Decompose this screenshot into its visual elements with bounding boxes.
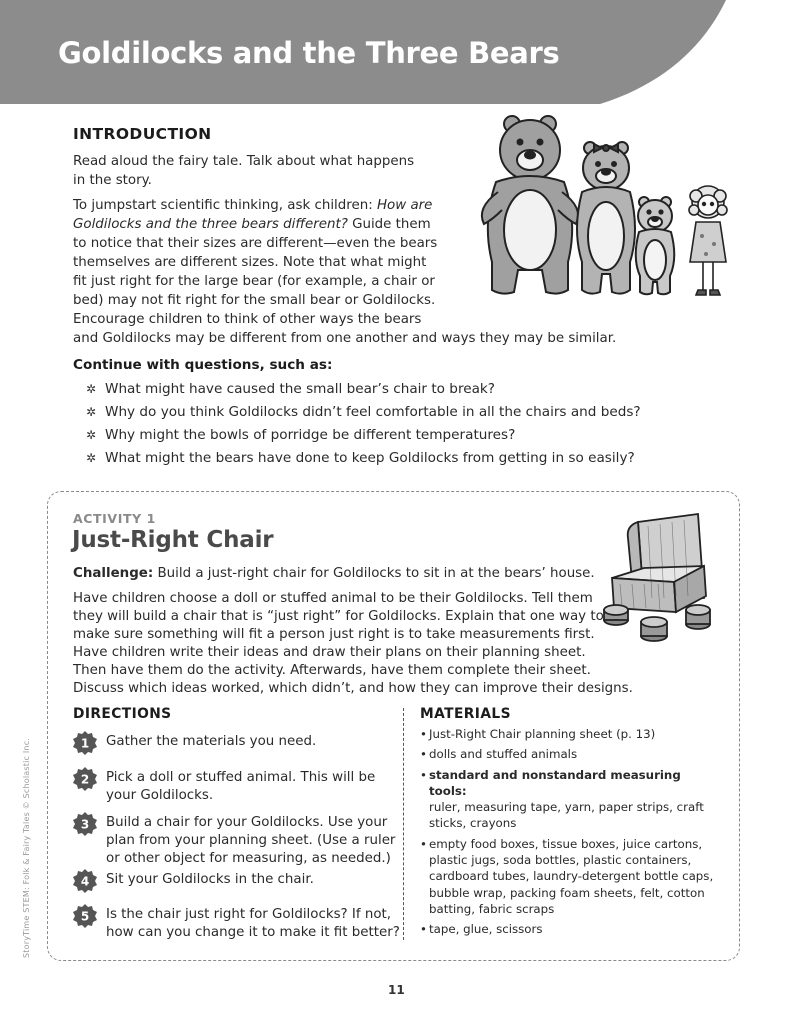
- activity-line: they will build a chair that is “just right” for Goldilocks. Explain that one way to: [73, 609, 604, 624]
- challenge-text: Challenge: Build a just-right chair for Goldilocks to sit in at the bears’ house.: [73, 566, 595, 581]
- page-number: 11: [388, 983, 405, 997]
- list-item: ✲ Why might the bowls of porridge be different temperatures?: [86, 427, 516, 443]
- gear-bullet-icon: ✲: [86, 451, 97, 465]
- three-bears-and-goldilocks-illustration: [462, 112, 742, 302]
- activity-description: [73, 590, 633, 698]
- gear-bullet-icon: ✲: [86, 405, 97, 419]
- activity-line: Discuss which ideas worked, which didn’t, and how they can improve their designs.: [73, 681, 633, 696]
- step-text: Build a chair for your Goldilocks. Use your plan from your planning sheet. (Use a ruler or other object for measuring, as needed.): [106, 815, 396, 866]
- step-text: Is the chair just right for Goldilocks? If not, how can you change it to make it fit better?: [106, 907, 400, 940]
- cardboard-chair-illustration: [598, 512, 722, 646]
- list-item: • tape, glue, scissors: [420, 921, 720, 937]
- activity-line: make sure something will fit a person just right is to take measurements first.: [73, 627, 595, 642]
- intro-p2-line: bed) may not fit right for the small bear or Goldilocks.: [73, 293, 436, 308]
- gear-bullet-icon: ✲: [86, 382, 97, 396]
- activity-title: Just-Right Chair: [72, 527, 274, 553]
- svg-text:3: 3: [80, 817, 90, 832]
- intro-p2-line: Encourage children to think of other ways the bears: [73, 312, 422, 327]
- challenge-label: Challenge:: [73, 566, 154, 581]
- baby-bear-icon: [636, 197, 675, 294]
- intro-p2-line: To jumpstart scientific thinking, ask children: How are: [73, 198, 433, 213]
- step-text: Sit your Goldilocks in the chair.: [106, 872, 314, 887]
- list-item: ✲ What might have caused the small bear’s chair to break?: [86, 381, 496, 397]
- intro-p2-line: themselves are different sizes. Note that what might: [73, 255, 427, 270]
- materials-heading: MATERIALS: [420, 706, 511, 722]
- materials-list: [420, 726, 720, 942]
- questions-heading: Continue with questions, such as:: [73, 357, 333, 373]
- step-text: Gather the materials you need.: [106, 734, 317, 749]
- svg-text:4: 4: [80, 874, 90, 889]
- directions-heading: DIRECTIONS: [73, 706, 172, 722]
- step-number-badge-icon: [73, 812, 97, 836]
- column-divider: [403, 708, 404, 940]
- activity-line: Have children choose a doll or stuffed animal to be their Goldilocks. Tell them: [73, 591, 593, 606]
- introduction-heading: INTRODUCTION: [73, 125, 212, 143]
- list-item: • empty food boxes, tissue boxes, juice cartons, plastic jugs, soda bottles, plastic containers, cardboard tubes, laundry-detergent bottle caps, bubble wrap, packing foam sheets, felt, cotton batting, fabric scraps: [420, 836, 720, 917]
- papa-bear-icon: [482, 116, 578, 294]
- intro-p1-line: in the story.: [73, 173, 152, 188]
- intro-p2-line: and Goldilocks may be different from one another and ways they may be similar.: [73, 331, 617, 346]
- step-number-badge-icon: [73, 767, 97, 791]
- list-item: ✲ Why do you think Goldilocks didn’t feel comfortable in all the chairs and beds?: [86, 404, 641, 420]
- introduction-paragraph-1: [73, 152, 414, 190]
- question-list: [86, 380, 641, 472]
- svg-text:5: 5: [80, 909, 90, 924]
- step-number-badge-icon: [73, 904, 97, 928]
- copyright-credit: StoryTime STEM: Folk & Fairy Tales © Scholastic Inc.: [22, 737, 31, 958]
- svg-text:1: 1: [80, 736, 90, 751]
- goldilocks-icon: [689, 186, 727, 295]
- activity-line: Then have them do the activity. Afterwards, have them complete their sheet.: [73, 663, 591, 678]
- list-item: • standard and nonstandard measuring tools: ruler, measuring tape, yarn, paper strips, craft sticks, crayons: [420, 767, 720, 832]
- step-number-badge-icon: [73, 869, 97, 893]
- gear-bullet-icon: ✲: [86, 428, 97, 442]
- step-number-badge-icon: [73, 731, 97, 755]
- list-item: • Just-Right Chair planning sheet (p. 13): [420, 726, 720, 742]
- intro-p2-line: Goldilocks and the three bears different? Guide them: [73, 217, 431, 232]
- step-text: Pick a doll or stuffed animal. This will be your Goldilocks.: [106, 770, 376, 803]
- activity-label: ACTIVITY 1: [73, 511, 156, 526]
- mama-bear-icon: [577, 142, 635, 294]
- activity-line: Have children write their ideas and draw their plans on their planning sheet.: [73, 645, 586, 660]
- svg-text:2: 2: [80, 772, 90, 787]
- list-item: ✲ What might the bears have done to keep Goldilocks from getting in so easily?: [86, 450, 635, 466]
- page-title: Goldilocks and the Three Bears: [58, 36, 560, 70]
- intro-p2-line: to notice that their sizes are different—even the bears: [73, 236, 438, 251]
- list-item: • dolls and stuffed animals: [420, 746, 720, 762]
- intro-p2-line: fit just right for the large bear (for example, a chair or: [73, 274, 435, 289]
- intro-p1-line: Read aloud the fairy tale. Talk about what happens: [73, 154, 415, 169]
